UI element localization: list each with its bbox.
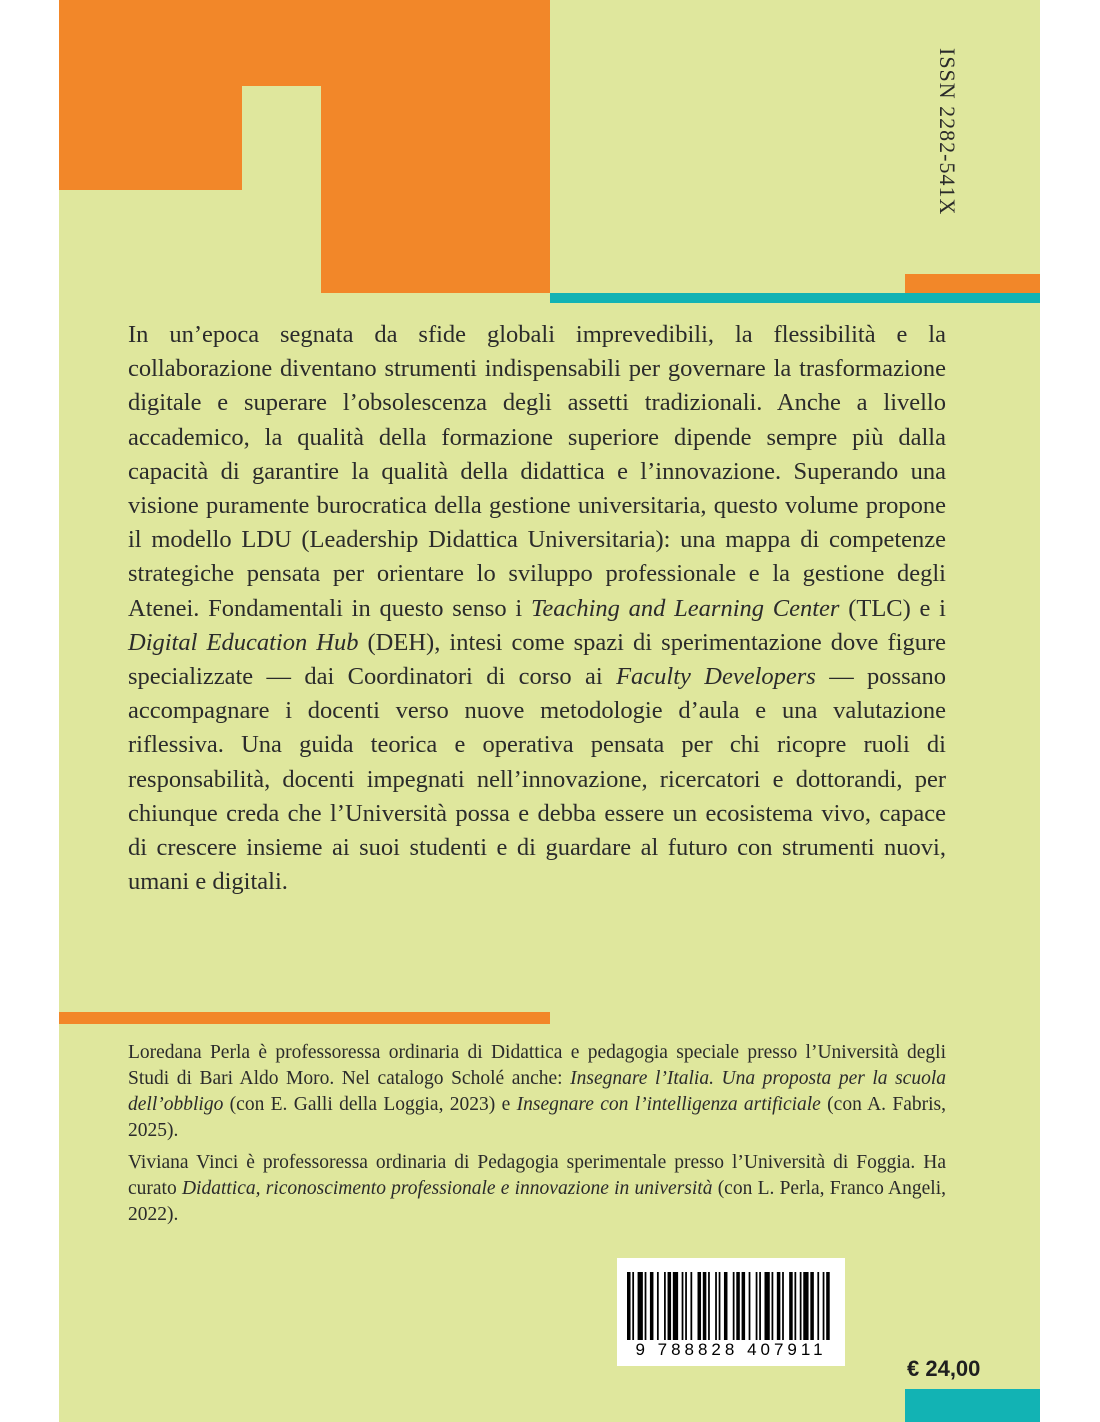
barcode-bar [759, 1272, 761, 1340]
barcode-bar [800, 1272, 802, 1340]
orange-block-right [321, 86, 550, 293]
barcode-bar [794, 1272, 796, 1340]
barcode-bar [645, 1272, 647, 1340]
barcode-bar [657, 1272, 659, 1340]
barcode-bar [823, 1272, 825, 1340]
orange-block-top [59, 0, 550, 86]
barcode-bar [627, 1272, 631, 1340]
barcode-bar [715, 1272, 717, 1340]
barcode-bar [803, 1272, 808, 1340]
barcode-bar [650, 1272, 654, 1340]
barcode-bar [756, 1272, 758, 1340]
author-bio-perla: Loredana Perla è professoressa ordinaria di Didattica e pedagogia speciale presso l’Università degli Studi di Bari Aldo Moro. Nel catalogo Scholé anche: Insegnare l’Italia. Una proposta per la scuola dell’obbligo (con E. Galli della Loggia, 2023) e Insegnare con l’intelligenza artificiale (con A. Fabris, 2025). [128, 1042, 947, 1141]
barcode-bar [682, 1272, 684, 1340]
price-label: € 24,00 [907, 1356, 981, 1381]
barcode-bar [698, 1272, 702, 1340]
orange-stripe-middle [59, 1012, 550, 1024]
barcode-bar [668, 1272, 672, 1340]
barcode-bar [673, 1272, 678, 1340]
barcode-bar [749, 1272, 751, 1340]
barcode-bars [627, 1272, 835, 1340]
orange-stripe-top-right [905, 274, 1040, 293]
barcode-bar [810, 1272, 814, 1340]
author-bio-vinci: Viviana Vinci è professoressa ordinaria di Pedagogia sperimentale presso l’Università di Foggia. Ha curato Didattica, riconoscimento professionale e innovazione in università (con L. Perla, Franco Angeli, 2022). [128, 1152, 946, 1225]
barcode-bar [772, 1272, 774, 1340]
issn-label: ISSN 2282-541X [935, 48, 960, 216]
barcode-bar [764, 1272, 769, 1340]
barcode-bar [733, 1272, 735, 1340]
barcode-bar [690, 1272, 692, 1340]
barcode-bar [724, 1272, 728, 1340]
barcode-bar [826, 1272, 830, 1340]
barcode-bar [708, 1272, 710, 1340]
orange-block-left [59, 86, 242, 190]
barcode-bar [664, 1272, 666, 1340]
barcode-bar [742, 1272, 746, 1340]
barcode-bar [703, 1272, 707, 1340]
isbn-number: 9 788828 407911 [635, 1340, 827, 1359]
back-cover-blurb: In un’epoca segnata da sfide globali imprevedibili, la flessibilità e la collaborazione diventano strumenti indispensabili per governare la trasformazione digitale e superare l’obsolescenza degli assetti tradizionali. Anche a livello accademico, la qualità della formazione superiore dipende sempre più dalla capacità di garantire la qualità della didattica e l’innovazione. Superando una visione puramente burocratica della gestione universitaria, questo volume propone il modello LDU (Leadership Didattica Universitaria): una mappa di competenze strategiche pensata per orientare lo sviluppo professionale e la gestione degli Atenei. Fondamentali in questo senso i Teaching and Learning Center (TLC) e i Digital Education Hub (DEH), intesi come spazi di sperimentazione dove figure specializzate — dai Coordinatori di corso ai Faculty Developers — possano accompagnare i docenti verso nuove metodologie d’aula e una valutazione riflessiva. Una guida teorica e operativa pensata per chi ricopre ruoli di responsabilità, docenti impegnati nell’innovazione, ricercatori e dottorandi, per chiunque creda che l’Università possa e debba essere un ecosistema vivo, capace di crescere insieme ai suoi studenti e di guardare al futuro con strumenti nuovi, umani e digitali. [128, 321, 946, 896]
book-back-cover [59, 0, 1040, 1422]
barcode-bar [777, 1272, 781, 1340]
barcode-bar [736, 1272, 740, 1340]
barcode [617, 1258, 845, 1366]
barcode-bar [782, 1272, 784, 1340]
teal-block-bottom [905, 1389, 1040, 1422]
barcode-bar [817, 1272, 819, 1340]
barcode-bar [638, 1272, 643, 1340]
barcode-bar [719, 1272, 721, 1340]
barcode-bar [789, 1272, 793, 1340]
barcode-bar [685, 1272, 687, 1340]
teal-stripe-top [550, 293, 1040, 303]
barcode-bar [632, 1272, 634, 1340]
